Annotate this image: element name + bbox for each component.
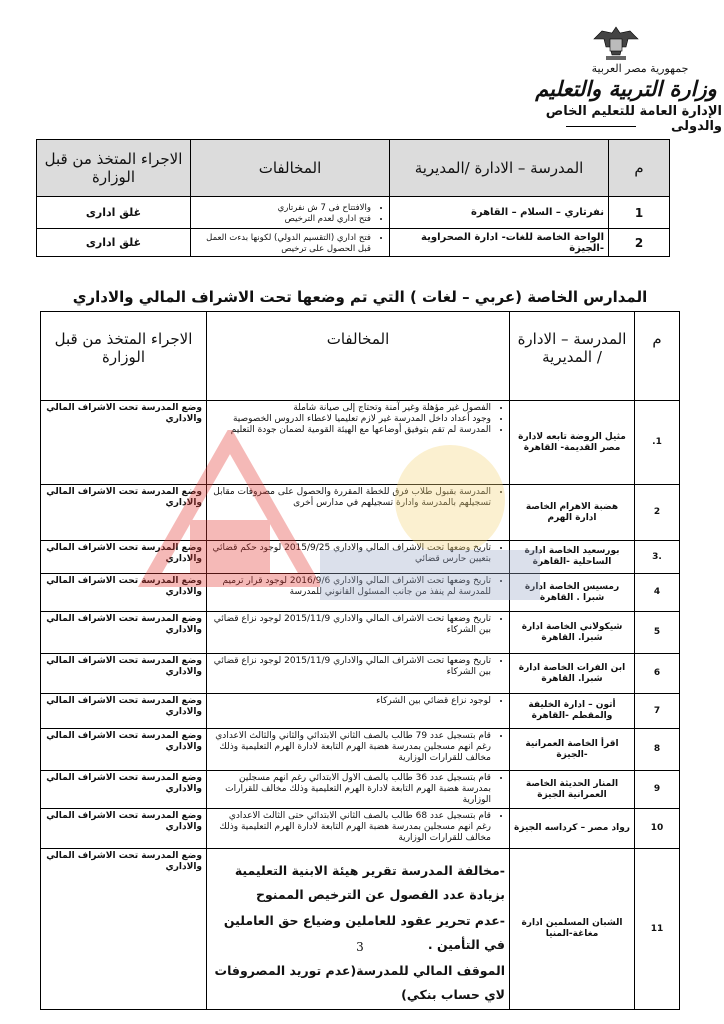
violations-cell	[207, 612, 510, 654]
row-number: 1.	[635, 401, 680, 485]
row-number: .3	[635, 541, 680, 574]
table-row	[41, 654, 680, 694]
action-cell: وضع المدرسة تحت الاشراف المالي والاداري	[41, 574, 207, 612]
col-header-number: م	[609, 140, 670, 197]
violation-item: • وجود أعداد داخل المدرسة غير لازم تعليميا لاعطاء الدروس الخصوصية	[211, 414, 491, 425]
violation-item: • قام بتسجيل عدد 68 طالب بالصف الثاني الابتدائي حتى الثالث الاعدادي رغم انهم مسجلين بمدرسة هضبة الهرم التابعة لادارة الهرم التعليمية وذلك مخالف للقرارات الوزارية	[211, 811, 491, 844]
action-cell: وضع المدرسة تحت الاشراف المالي والاداري	[41, 849, 207, 1010]
table-row	[41, 485, 680, 541]
action-cell: وضع المدرسة تحت الاشراف المالي والاداري	[41, 654, 207, 694]
table-row	[41, 729, 680, 771]
table-row	[37, 229, 670, 257]
country-name: جمهورية مصر العربية	[591, 62, 689, 75]
row-number: 11	[635, 849, 680, 1010]
violations-cell	[207, 694, 510, 729]
violations-cell	[207, 541, 510, 574]
section-title: المدارس الخاصة (عربي – لغات ) التي تم وضعها تحت الاشراف المالي والاداري	[72, 288, 648, 306]
row-number: 10	[635, 809, 680, 849]
violation-item: • قام بتسجيل عدد 79 طالب بالصف الثاني الابتدائي والثاني والثالث الاعدادي رغم انهم مسجلين بمدرسة هضبة الهرم التابعة لادارة الهرم التعليمية وذلك مخالف للقرارات الوزارية	[211, 731, 491, 764]
table-row	[41, 401, 680, 485]
action-cell: وضع المدرسة تحت الاشراف المالي والاداري	[41, 612, 207, 654]
table-row	[37, 197, 670, 229]
row-number: 4	[635, 574, 680, 612]
violation-item: الموقف المالي للمدرسة(عدم توريد المصروفات لاي حساب بنكي)	[214, 963, 505, 1002]
school-cell: شيكولاني الخاصة ادارة شبرا. القاهرة	[510, 612, 635, 654]
violations-cell	[207, 485, 510, 541]
row-number: 5	[635, 612, 680, 654]
table-row	[41, 849, 680, 1010]
action-cell: وضع المدرسة تحت الاشراف المالي والاداري	[41, 729, 207, 771]
violation-item: • تاريخ وضعها تحت الاشراف المالي والاداري 2015/11/9 لوجود نزاع قضائي بين الشركاء	[211, 656, 491, 678]
action-cell: وضع المدرسة تحت الاشراف المالي والاداري	[41, 771, 207, 809]
school-cell: هضبة الاهرام الخاصة ادارة الهرم	[510, 485, 635, 541]
violation-item: • تاريخ وضعها تحت الاشراف المالي والاداري 2016/9/6 لوجود قرار ترميم للمدرسة لم ينفذ من جانب المسئول القانوني للمدرسة	[211, 576, 491, 598]
violation-item: • الفصول غير مؤهلة وغير آمنة وتحتاج إلى صيانة شاملة	[211, 403, 491, 414]
violation-item: • قام بتسجيل عدد 36 طالب بالصف الاول الابتدائي رغم انهم مسجلين بمدرسة هضبة الهرم التابعة لادارة الهرم التعليمية وذلك مخالف للقرارات الوزارية	[211, 773, 491, 806]
violation-item: -مخالفة المدرسة تقرير هيئة الابنية التعليمية بزيادة عدد الفصول عن الترخيص الممنوح	[234, 863, 505, 902]
violations-cell	[191, 229, 390, 257]
school-cell: الشبان المسلمين ادارة مغاغة-المنيا	[510, 849, 635, 1010]
school-cell: نفرتاري – السلام – القاهرة	[390, 197, 609, 229]
school-cell: بورسعيد الخاصة ادارة الساحلية -القاهرة	[510, 541, 635, 574]
action-cell: وضع المدرسة تحت الاشراف المالي والاداري	[41, 694, 207, 729]
school-cell: رواد مصر – كرداسه الجيزة	[510, 809, 635, 849]
col-header-violations: المخالفات	[207, 312, 510, 401]
table-row	[41, 574, 680, 612]
table-row	[41, 771, 680, 809]
school-cell: مثيل الروضة تابعه لادارة مصر القديمة- القاهرة	[510, 401, 635, 485]
action-cell: وضع المدرسة تحت الاشراف المالي والاداري	[41, 809, 207, 849]
school-cell: المنار الحديثة الخاصة العمرانية الجيزة	[510, 771, 635, 809]
supervised-schools-table	[40, 311, 680, 1010]
violations-cell	[207, 771, 510, 809]
violation-item: • تاريخ وضعها تحت الاشراف المالي والاداري 2015/11/9 لوجود نزاع قضائي بين الشركاء	[211, 614, 491, 636]
violations-cell	[207, 574, 510, 612]
violations-cell	[207, 401, 510, 485]
row-number: 9	[635, 771, 680, 809]
school-cell: الواحة الخاصة للغات- ادارة الصحراوية -الجيزة	[390, 229, 609, 257]
col-header-action: الاجراء المتخذ من قبل الوزارة	[37, 140, 191, 197]
closed-schools-table	[36, 139, 670, 257]
school-cell: أتون – ادارة الخليفة والمقطم -القاهرة	[510, 694, 635, 729]
school-cell: ابن الفرات الخاصة ادارة شبرا. القاهرة	[510, 654, 635, 694]
row-number: 2	[609, 229, 670, 257]
violations-cell	[207, 729, 510, 771]
action-cell: وضع المدرسة تحت الاشراف المالي والاداري	[41, 485, 207, 541]
table-row	[41, 694, 680, 729]
row-number: 8	[635, 729, 680, 771]
school-cell: اقرأ الخاصة العمرانية -الجيزة	[510, 729, 635, 771]
row-number: 1	[609, 197, 670, 229]
violation-item: • تاريخ وضعها تحت الاشراف المالي والاداري 2015/9/25 لوجود حكم قضائي بتعيين حارس قضائي	[211, 543, 491, 565]
table-row	[41, 541, 680, 574]
violation-item: -عدم تحرير عقود للعاملين وضياع حق العاملين في التأمين .	[223, 913, 505, 952]
table-row	[41, 612, 680, 654]
col-header-school: المدرسة – الادارة /المديرية	[390, 140, 609, 197]
violation-item: • فتح اداري لعدم الترخيص	[195, 214, 371, 225]
school-cell: رمسيس الخاصة ادارة شبرا . القاهرة	[510, 574, 635, 612]
violation-item: • لوجود نزاع قضائي بين الشركاء	[211, 696, 491, 707]
action-cell: وضع المدرسة تحت الاشراف المالي والاداري	[41, 541, 207, 574]
violation-item: • والافتتاح فى 7 ش نفرتاري	[195, 203, 371, 214]
violations-cell	[207, 849, 510, 1010]
violation-item: • فتح اداري (التقسيم الدولي) لكونها بدءت العمل قبل الحصول على ترخيص	[195, 233, 371, 255]
ministry-name: وزارة التربية والتعليم	[535, 76, 717, 101]
action-cell: وضع المدرسة تحت الاشراف المالي والاداري	[41, 401, 207, 485]
row-number: 2	[635, 485, 680, 541]
action-cell: غلق ادارى	[37, 197, 191, 229]
col-header-violations: المخالفات	[191, 140, 390, 197]
page-number: 3	[356, 940, 364, 954]
violations-cell	[207, 654, 510, 694]
violation-item: • المدرسة لم تقم بتوفيق أوضاعها مع الهيئة القومية لضمان جودة التعليم	[211, 425, 491, 436]
col-header-number: م	[635, 312, 680, 401]
col-header-action: الاجراء المتخذ من قبل الوزارة	[41, 312, 207, 401]
violations-cell	[191, 197, 390, 229]
table-row	[41, 809, 680, 849]
header-divider	[566, 126, 636, 127]
table-header-row	[37, 140, 670, 197]
col-header-school: المدرسة – الادارة / المديرية	[510, 312, 635, 401]
violations-cell	[207, 809, 510, 849]
action-cell: غلق ادارى	[37, 229, 191, 257]
row-number: 7	[635, 694, 680, 729]
row-number: 6	[635, 654, 680, 694]
department-name: الإدارة العامة للتعليم الخاص والدولى	[545, 104, 722, 134]
egypt-eagle-logo-icon	[592, 25, 640, 63]
violation-item: • المدرسة بقبول طلاب فرق للخطة المقررة والحصول على مصروفات مقابل تسجيلهم بالمدرسة وادارة تسجيلهم في مدارس أخرى	[211, 487, 491, 509]
table-header-row	[41, 312, 680, 401]
